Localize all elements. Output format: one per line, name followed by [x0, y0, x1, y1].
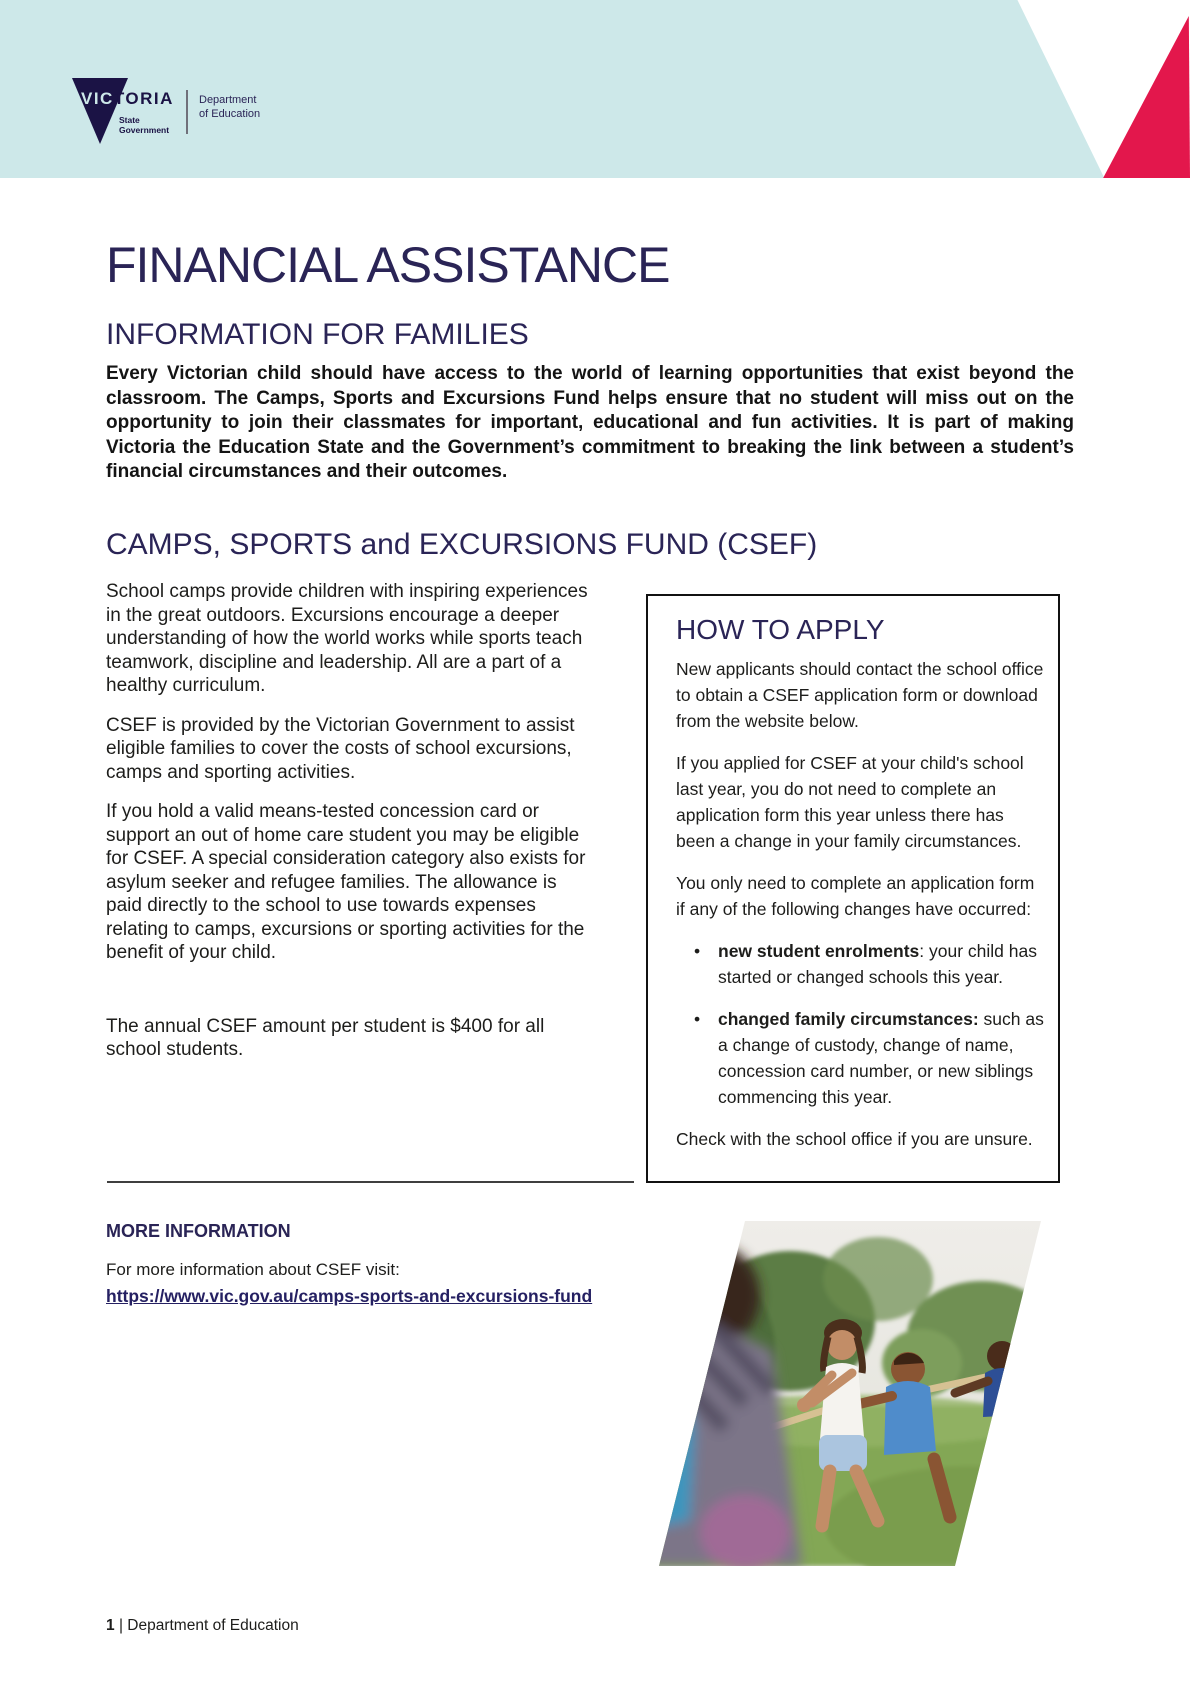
csef-paragraph: If you hold a valid means-tested concession card or support an out of home care student you may be eligible for CSEF. A special consideration category also exists for asylum seeker and refugee families. The allowance is paid directly to the school to use towards expenses relating to camps, excursions or sporting activities for the benefit of your child. — [106, 801, 586, 963]
list-item-bold: changed family circumstances: — [718, 1009, 979, 1029]
csef-website-link[interactable]: https://www.vic.gov.au/camps-sports-and-excursions-fund — [106, 1286, 593, 1306]
header-band — [0, 0, 1190, 178]
how-to-apply-heading: HOW TO APPLY — [676, 614, 885, 645]
apply-paragraph: If you applied for CSEF at your child's school last year, you do not need to complete an application form this year unless there has been a change in your family circumstances. — [676, 753, 1024, 851]
how-to-apply-box — [646, 594, 1060, 1183]
csef-paragraph: School camps provide children with inspiring experiences in the great outdoors. Excursions encourage a deeper understanding of how the world works while sports teach teamwork, discipline and leadership. All are a part of a healthy curriculum. — [106, 581, 588, 696]
page-number: 1 — [106, 1617, 115, 1634]
list-item-rest: such as a change of custody, change of name, concession card number, or new siblings commencing this year. — [718, 1009, 1044, 1107]
list-item-rest: : your child has started or changed schools this year. — [718, 941, 1037, 987]
logo-divider — [186, 90, 188, 134]
intro-paragraph: Every Victorian child should have access to the world of learning opportunities that exist beyond the classroom. The Camps, Sports and Excursions Fund helps ensure that no student will miss out on the opportunity to join their classmates for important, educational and fun activities. It is part of making Victoria the Education State and the Government’s commitment to breaking the link between a student’s financial circumstances and their outcomes. — [106, 363, 1074, 482]
photo-content — [659, 1221, 1041, 1566]
page-title: FINANCIAL ASSISTANCE — [106, 237, 670, 293]
footer-separator: | — [118, 1617, 123, 1634]
apply-change-list — [676, 938, 1046, 1110]
apply-paragraph: New applicants should contact the school office to obtain a CSEF application form or download from the website below. — [676, 659, 1044, 731]
logo-state-government-text: State Government — [119, 115, 170, 135]
csef-amount-paragraph: The annual CSEF amount per student is $400 for all school students. — [106, 1015, 545, 1060]
logo-brand-knockout: VIC — [81, 89, 114, 108]
section-divider — [107, 1181, 634, 1183]
section-heading-csef: CAMPS, SPORTS and EXCURSIONS FUND (CSEF) — [106, 528, 818, 561]
apply-closing-line: Check with the school office if you are unsure. — [676, 1129, 1033, 1149]
list-item-bold: new student enrolments — [718, 941, 920, 961]
csef-paragraph: CSEF is provided by the Victorian Government to assist eligible families to cover the costs of school excursions, camps and sporting activities. — [106, 714, 575, 783]
more-information-text: For more information about CSEF visit: — [106, 1260, 400, 1279]
photo-illustration — [659, 1221, 1041, 1566]
logo-department-text: Department of Education — [199, 94, 261, 120]
section-heading-information-for-families: INFORMATION FOR FAMILIES — [106, 318, 529, 351]
page-footer — [106, 1617, 299, 1635]
footer-department: Department of Education — [127, 1617, 299, 1634]
photo-children-tug-of-war — [659, 1221, 1041, 1566]
victoria-state-government-logo — [72, 76, 312, 146]
csef-body-column — [106, 580, 596, 1078]
more-information-heading: MORE INFORMATION — [106, 1221, 291, 1241]
apply-paragraph: You only need to complete an application form if any of the following changes have occurred: — [676, 873, 1035, 919]
list-item — [718, 1006, 1046, 1110]
logo-brand-rest: TORIA — [113, 89, 174, 108]
list-item — [718, 938, 1046, 990]
logo-brand-text — [81, 89, 174, 109]
